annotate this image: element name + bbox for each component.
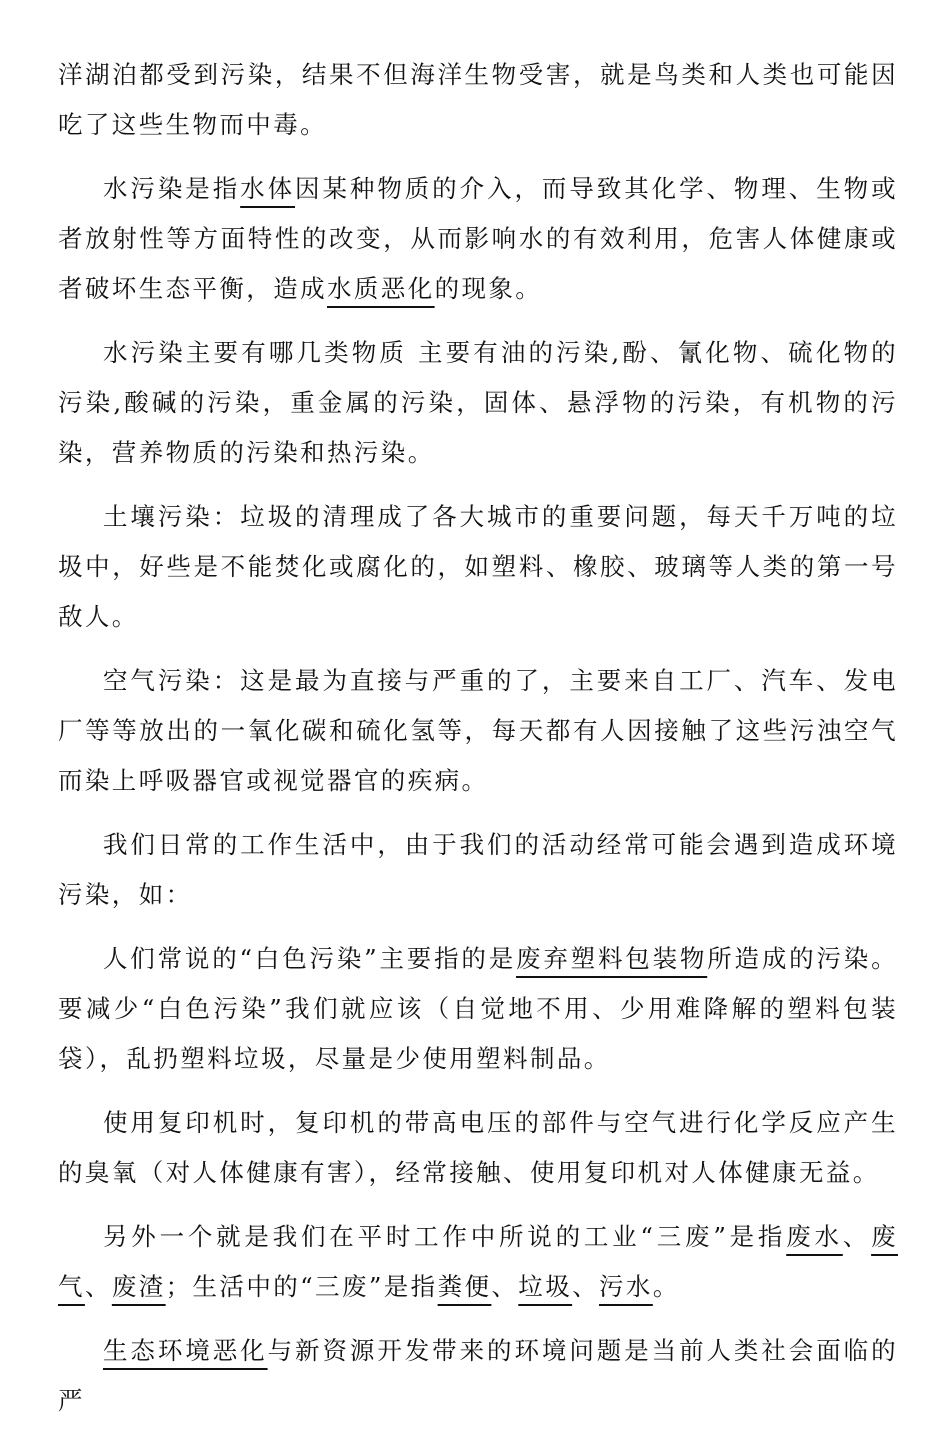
- underlined-term: 污水: [599, 1272, 653, 1301]
- paragraph: [58, 1326, 898, 1426]
- text-run: 人们常说的“白色污染”主要指的是: [103, 944, 517, 973]
- text-run: 、: [572, 1272, 600, 1301]
- underlined-term: 生态环境恶化: [103, 1336, 268, 1365]
- paragraph: [58, 50, 898, 150]
- underlined-term: 废渣: [111, 1272, 166, 1301]
- paragraph: [58, 328, 898, 478]
- text-run: 空气污染：这是最为直接与严重的了，主要来自工厂、汽车、发电厂等等放出的一氧化碳和硫化氢等，每天都有人因接触了这些污浊空气而染上呼吸器官或视觉器官的疾病。: [58, 666, 898, 795]
- paragraph: [58, 1212, 898, 1312]
- text-run: 水污染主要有哪几类物质 主要有油的污染,酚、氰化物、硫化物的污染,酸碱的污染，重金属的污染，固体、悬浮物的污染，有机物的污染，营养物质的污染和热污染。: [58, 338, 898, 467]
- text-run: 所造成的污染。要减少“白色污染”我们就应该（自觉地不用、少用难降解的塑料包装袋），乱扔塑料垃圾，尽量是少使用塑料制品。: [58, 944, 898, 1073]
- underlined-term: 废弃塑料包装物: [516, 944, 708, 973]
- text-run: 的现象。: [434, 274, 543, 303]
- text-run: 与新资源开发带来的环境问题是当前人类社会面临的严: [58, 1336, 898, 1415]
- underlined-term: 废水: [786, 1222, 843, 1251]
- paragraph: [58, 1098, 898, 1198]
- underlined-term: 水质恶化: [327, 274, 435, 303]
- document-page: [58, 50, 898, 1440]
- paragraph: [58, 656, 898, 806]
- text-run: 另外一个就是我们在平时工作中所说的工业“三废”是指: [103, 1222, 787, 1251]
- text-run: 使用复印机时，复印机的带高电压的部件与空气进行化学反应产生的臭氧（对人体健康有害），经常接触、使用复印机对人体健康无益。: [58, 1108, 898, 1187]
- underlined-term: 水体: [240, 174, 296, 203]
- paragraph: [58, 492, 898, 642]
- underlined-term: 废气: [58, 1222, 898, 1301]
- text-run: 、: [84, 1272, 112, 1301]
- text-run: 洋湖泊都受到污染，结果不但海洋生物受害，就是鸟类和人类也可能因吃了这些生物而中毒。: [58, 60, 898, 139]
- text-run: 我们日常的工作生活中，由于我们的活动经常可能会遇到造成环境污染，如：: [58, 830, 898, 909]
- text-run: 。: [652, 1272, 680, 1301]
- text-run: 水污染是指: [103, 174, 241, 203]
- text-run: ；生活中的“三废”是指: [165, 1272, 438, 1301]
- text-run: 因某种物质的介入，而导致其化学、物理、生物或者放射性等方面特性的改变，从而影响水的有效利用，危害人体健康或者破坏生态平衡，造成: [58, 174, 898, 303]
- paragraph: [58, 934, 898, 1084]
- underlined-term: 粪便: [437, 1272, 492, 1301]
- text-run: 、: [491, 1272, 519, 1301]
- paragraph: [58, 820, 898, 920]
- text-run: 土壤污染：垃圾的清理成了各大城市的重要问题，每天千万吨的垃圾中，好些是不能焚化或腐化的，如塑料、橡胶、玻璃等人类的第一号敌人。: [58, 502, 898, 631]
- text-run: 、: [842, 1222, 872, 1251]
- underlined-term: 垃圾: [518, 1272, 573, 1301]
- paragraph: [58, 164, 898, 314]
